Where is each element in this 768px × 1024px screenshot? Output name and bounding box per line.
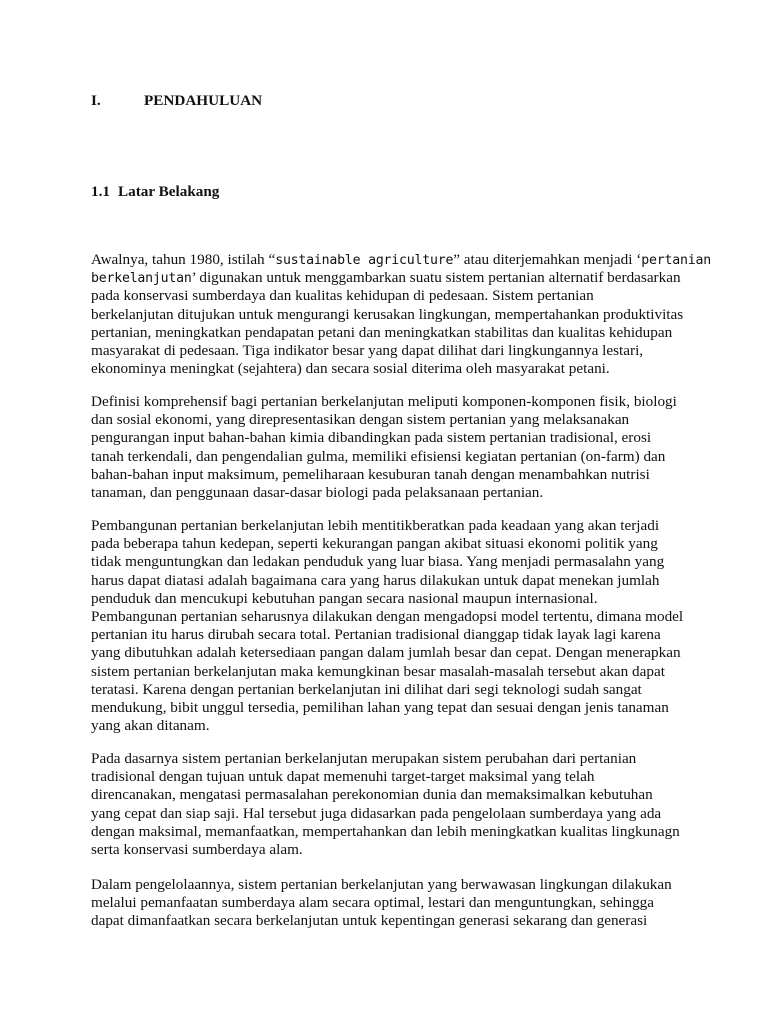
paragraph-line: tanaman, dan penggunaan dasar-dasar biologi pada pelaksanaan pertanian. xyxy=(91,483,544,501)
paragraph-line: masyarakat di pedesaan. Tiga indikator besar yang dapat dilihat dari lingkungannya lestari, xyxy=(91,341,644,359)
paragraph-line xyxy=(91,269,691,287)
paragraph-line: pada beberapa tahun kedepan, seperti kekurangan pangan akibat situasi ekonomi politik yang xyxy=(91,535,658,553)
paragraph-line: berkelanjutan ditujukan untuk mengurangi kerusakan lingkungan, mempertahankan produktivitas xyxy=(91,305,684,323)
text-run: ’ digunakan untuk menggambarkan suatu sistem pertanian alternatif berdasarkan xyxy=(191,269,681,287)
paragraph-line: melalui pemanfaatan sumberdaya alam secara optimal, lestari dan menguntungkan, sehingga xyxy=(91,894,654,912)
paragraph-1 xyxy=(91,251,711,378)
chapter-number: I. xyxy=(91,92,101,109)
paragraph-line: dengan maksimal, memanfaatkan, mempertahankan dan lebih meningkatkan kualitas lingkunagn xyxy=(91,822,680,840)
paragraph-line: yang dibutuhkan adalah ketersediaan pangan dalam jumlah besar dan cepat. Dengan menerapkan xyxy=(91,644,681,662)
paragraph-line: Dalam pengelolaannya, sistem pertanian berkelanjutan yang berwawasan lingkungan dilakukan xyxy=(91,876,672,893)
paragraph-line: Pada dasarnya sistem pertanian berkelanjutan merupakan sistem perubahan dari pertanian xyxy=(91,750,637,767)
paragraph-line: yang akan ditanam. xyxy=(91,717,210,735)
paragraph-2 xyxy=(91,393,691,502)
text-run: Awalnya, tahun 1980, istilah “ xyxy=(91,251,276,268)
paragraph-line: dapat dimanfaatkan secara berkelanjutan untuk kepentingan generasi sekarang dan generasi xyxy=(91,912,648,930)
paragraph-line: mendukung, bibit unggul tersedia, pemilihan lahan yang tepat dan sesuai dengan jenis tanaman xyxy=(91,698,669,716)
paragraph-line: Pembangunan pertanian seharusnya dilakukan dengan mengadopsi model tertentu, dimana model xyxy=(91,607,684,625)
paragraph-line: harus dapat diatasi adalah bagaimana cara yang harus dilakukan untuk dapat menekan jumlah xyxy=(91,571,660,589)
paragraph-line: Pembangunan pertanian berkelanjutan lebih mentitikberatkan pada keadaan yang akan terjadi xyxy=(91,517,660,534)
paragraph-3 xyxy=(91,517,691,735)
text-run: ” atau diterjemahkan menjadi ‘ xyxy=(453,251,642,268)
paragraph-4 xyxy=(91,750,691,859)
text-run-english-term: sustainable agriculture xyxy=(275,253,454,268)
section-title: Latar Belakang xyxy=(118,183,220,200)
paragraph-line: yang cepat dan siap saji. Hal tersebut juga didasarkan pada pengelolaan sumberdaya yang ada xyxy=(91,804,662,822)
paragraph-line: direncanakan, mengatasi permasalahan perekonomian dunia dan memaksimalkan kebutuhan xyxy=(91,786,653,804)
chapter-title: PENDAHULUAN xyxy=(144,92,263,109)
paragraph-line xyxy=(91,251,711,269)
paragraph-line: pertanian itu harus dirubah secara total. Pertanian tradisional dianggap tidak layak lagi karena xyxy=(91,626,661,644)
text-run-term: pertanian xyxy=(641,253,711,268)
paragraph-line: pertanian, meningkatkan pendapatan petani dan meningkatkan stabilitas dan kualitas kehidupan xyxy=(91,323,673,341)
paragraph-line: tradisional dengan tujuan untuk dapat memenuhi target-target maksimal yang telah xyxy=(91,768,595,786)
paragraph-line: tanah terkendali, dan pengendalian gulma, memiliki efisiensi kegiatan pertanian (on-farm) dan xyxy=(91,447,666,465)
paragraph-line: ekonominya meningkat (sejahtera) dan secara sosial diterima oleh masyarakat petani. xyxy=(91,360,610,378)
chapter-heading xyxy=(91,92,262,110)
paragraph-line: dan sosial ekonomi, yang direpresentasikan dengan sistem pertanian yang melaksanakan xyxy=(91,411,630,429)
paragraph-line: bahan-bahan input maksimum, pemeliharaan kesuburan tanah dengan menambahkan nutrisi xyxy=(91,465,650,483)
section-heading xyxy=(91,183,219,201)
paragraph-line: Definisi komprehensif bagi pertanian berkelanjutan meliputi komponen-komponen fisik, biologi xyxy=(91,393,677,410)
section-number: 1.1 xyxy=(91,183,110,200)
paragraph-line: pengurangan input bahan-bahan kimia dibandingkan pada sistem pertanian tradisional, erosi xyxy=(91,429,652,447)
paragraph-line: tidak menguntungkan dan ledakan penduduk yang luar biasa. Yang menjadi permasalahn yang xyxy=(91,553,665,571)
paragraph-line: sistem pertanian berkelanjutan maka kemungkinan besar masalah-masalah tersebut akan dapat xyxy=(91,662,665,680)
paragraph-line: serta konservasi sumberdaya alam. xyxy=(91,840,303,858)
text-run-term: berkelanjutan xyxy=(91,271,192,287)
paragraph-5 xyxy=(91,876,691,931)
paragraph-line: pada konservasi sumberdaya dan kualitas kehidupan di pedesaan. Sistem pertanian xyxy=(91,287,594,305)
paragraph-line: teratasi. Karena dengan pertanian berkelanjutan ini dilihat dari segi teknologi sudah sangat xyxy=(91,680,642,698)
paragraph-line: penduduk dan mencukupi kebutuhan pangan secara nasional maupun internasional. xyxy=(91,589,598,607)
